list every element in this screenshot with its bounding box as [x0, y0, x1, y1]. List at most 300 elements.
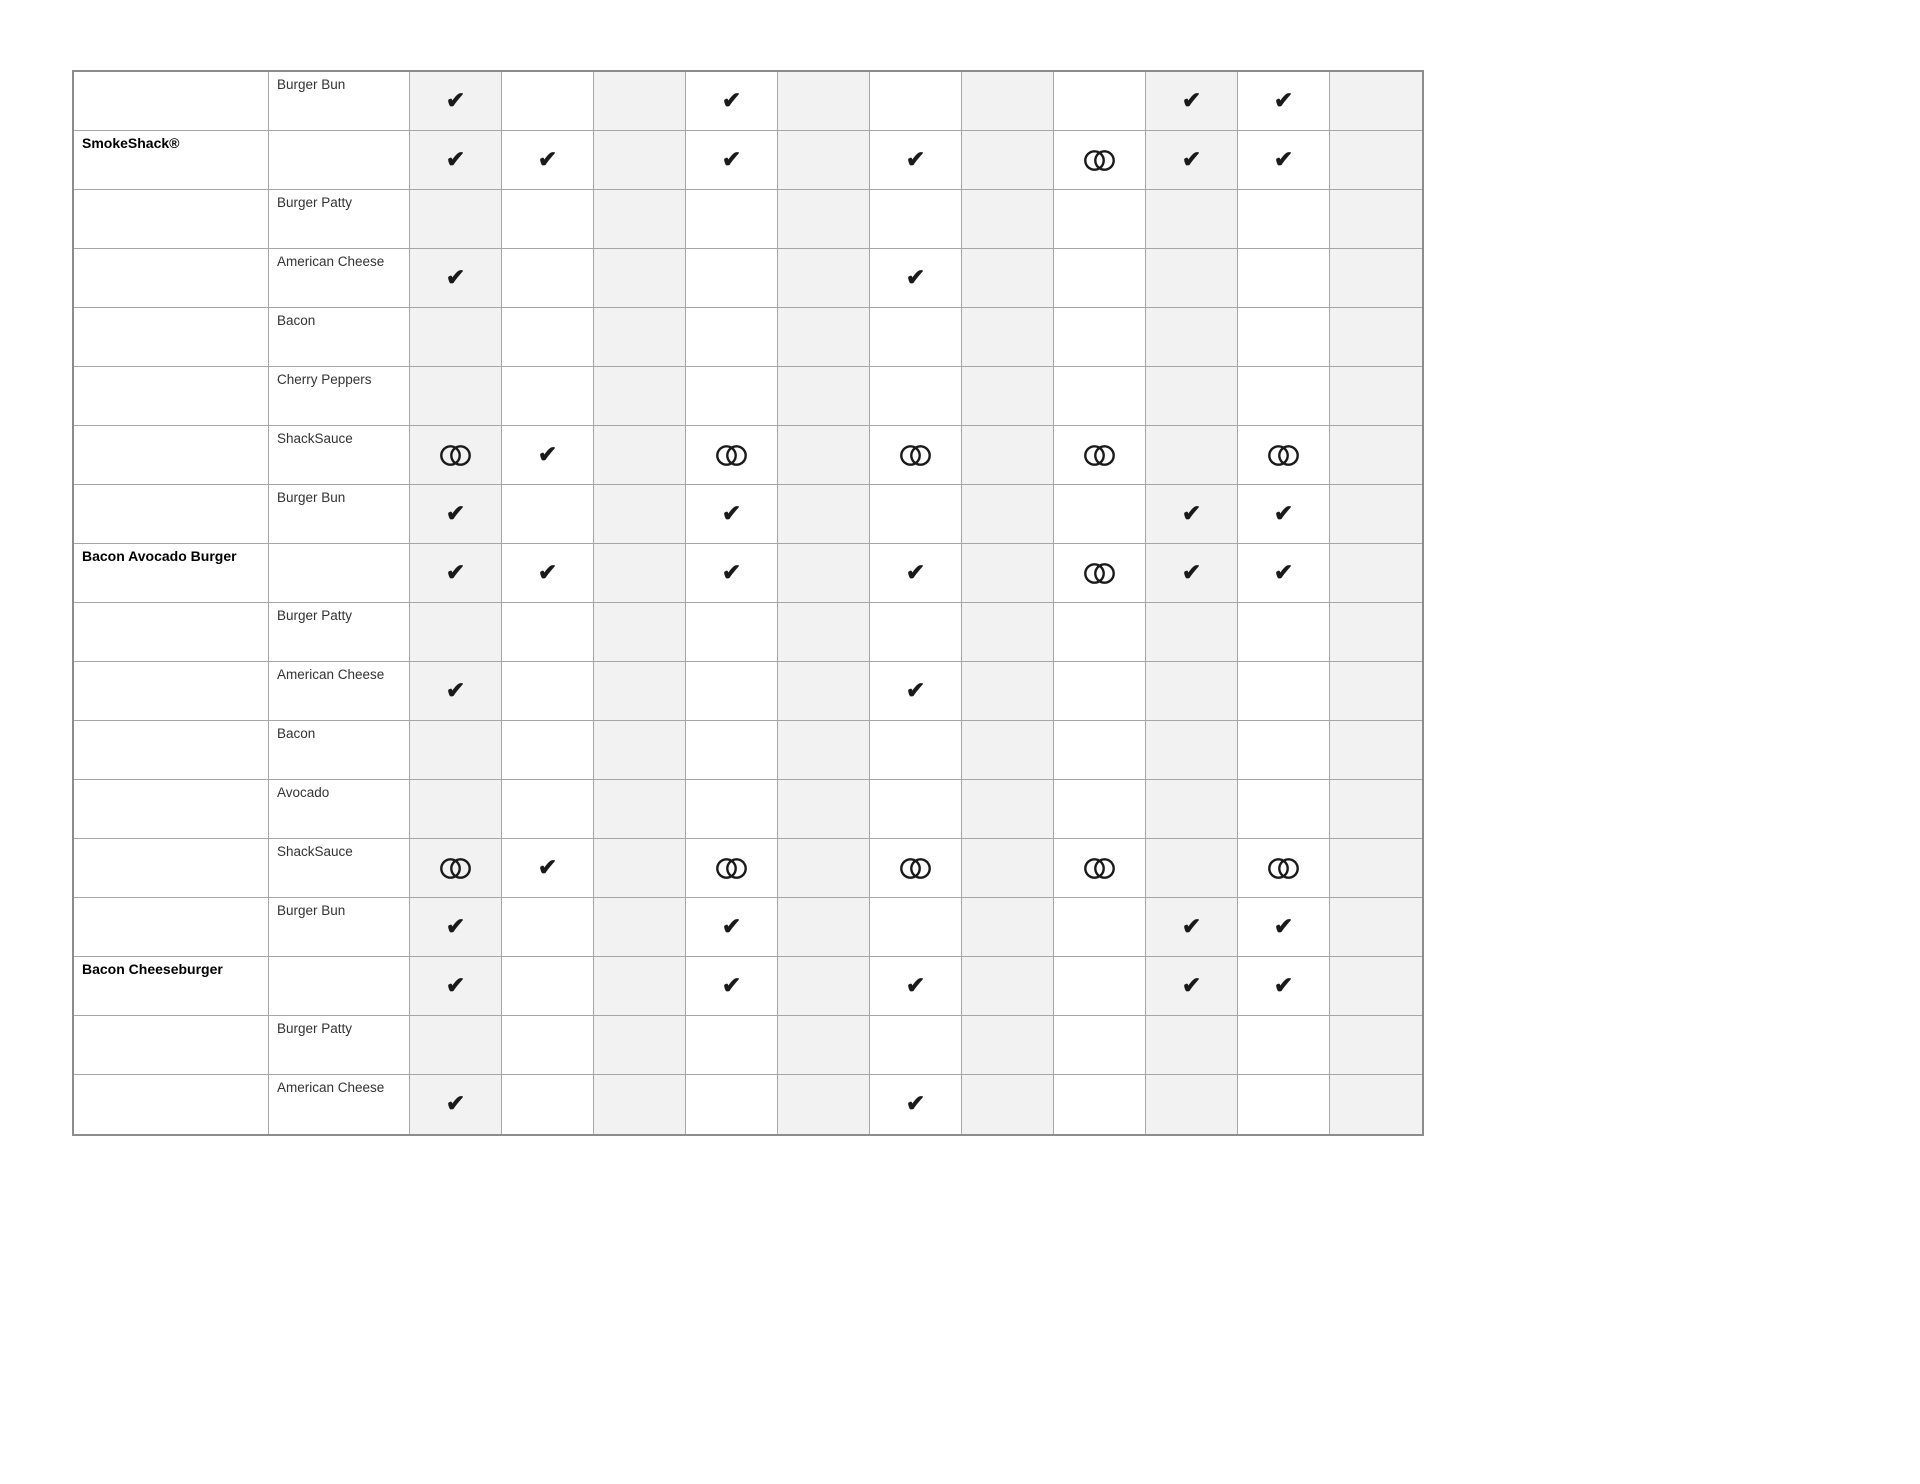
table-row — [74, 780, 1422, 839]
allergen-mark-cell — [502, 308, 594, 367]
allergen-mark-cell — [962, 190, 1054, 249]
allergen-mark-cell — [778, 898, 870, 957]
check-icon: ✔ — [1273, 86, 1294, 113]
check-icon: ✔ — [905, 558, 926, 585]
allergen-mark-cell — [686, 957, 778, 1016]
allergen-mark-cell — [778, 603, 870, 662]
allergen-mark-cell — [1330, 780, 1422, 839]
check-icon: ✔ — [721, 499, 742, 526]
menu-item-cell — [74, 485, 269, 544]
menu-item-cell — [74, 721, 269, 780]
allergen-mark-cell — [962, 544, 1054, 603]
allergen-mark-cell — [410, 662, 502, 721]
allergen-mark-cell — [1146, 72, 1238, 131]
allergen-mark-cell — [594, 603, 686, 662]
allergen-mark-cell — [686, 839, 778, 898]
check-icon: ✔ — [905, 263, 926, 290]
table-row — [74, 544, 1422, 603]
double-circle-icon — [898, 442, 933, 469]
allergen-mark-cell — [410, 544, 502, 603]
allergen-mark-cell — [962, 898, 1054, 957]
allergen-mark-cell — [870, 544, 962, 603]
table-row — [74, 721, 1422, 780]
allergen-mark-cell — [594, 721, 686, 780]
allergen-mark-cell — [1238, 780, 1330, 839]
ingredient-name: Burger Bun — [277, 903, 346, 918]
allergen-mark-cell — [686, 249, 778, 308]
allergen-mark-cell — [870, 957, 962, 1016]
ingredient-name: American Cheese — [277, 667, 385, 682]
menu-item-cell — [74, 1075, 269, 1134]
allergen-mark-cell — [1146, 780, 1238, 839]
allergen-mark-cell — [686, 1075, 778, 1134]
allergen-mark-cell — [1054, 839, 1146, 898]
allergen-mark-cell — [410, 485, 502, 544]
allergen-mark-cell — [870, 131, 962, 190]
allergen-mark-cell — [870, 1016, 962, 1075]
check-icon: ✔ — [905, 145, 926, 172]
allergen-mark-cell — [778, 485, 870, 544]
ingredient-name: Burger Bun — [277, 77, 346, 92]
ingredient-name: American Cheese — [277, 1080, 385, 1095]
check-icon: ✔ — [721, 86, 742, 113]
check-icon: ✔ — [445, 499, 466, 526]
check-icon: ✔ — [445, 1090, 466, 1116]
allergen-mark-cell — [594, 308, 686, 367]
menu-item-cell — [74, 662, 269, 721]
double-circle-icon — [898, 855, 933, 882]
allergen-mark-cell — [870, 190, 962, 249]
allergen-mark-cell — [1054, 780, 1146, 839]
allergen-mark-cell — [410, 131, 502, 190]
allergen-table — [72, 70, 1424, 1136]
allergen-mark-cell — [1238, 957, 1330, 1016]
allergen-mark-cell — [686, 603, 778, 662]
allergen-mark-cell — [502, 544, 594, 603]
table-row — [74, 131, 1422, 190]
double-circle-icon — [714, 442, 749, 469]
table-row — [74, 603, 1422, 662]
allergen-mark-cell — [410, 308, 502, 367]
check-icon: ✔ — [445, 912, 466, 939]
allergen-mark-cell — [410, 72, 502, 131]
allergen-mark-cell — [502, 721, 594, 780]
check-icon: ✔ — [537, 440, 558, 467]
allergen-mark-cell — [502, 1016, 594, 1075]
ingredient-name: Burger Patty — [277, 608, 353, 623]
allergen-mark-cell — [410, 780, 502, 839]
allergen-mark-cell — [410, 603, 502, 662]
allergen-mark-cell — [870, 249, 962, 308]
ingredient-cell — [269, 1075, 410, 1134]
table-row — [74, 367, 1422, 426]
allergen-mark-cell — [1054, 190, 1146, 249]
allergen-mark-cell — [1054, 544, 1146, 603]
allergen-mark-cell — [1238, 72, 1330, 131]
allergen-mark-cell — [962, 249, 1054, 308]
allergen-mark-cell — [870, 1075, 962, 1134]
allergen-mark-cell — [1330, 603, 1422, 662]
allergen-mark-cell — [1054, 367, 1146, 426]
allergen-mark-cell — [1146, 662, 1238, 721]
allergen-mark-cell — [594, 367, 686, 426]
allergen-mark-cell — [686, 426, 778, 485]
allergen-mark-cell — [1054, 721, 1146, 780]
allergen-mark-cell — [594, 131, 686, 190]
ingredient-cell — [269, 426, 410, 485]
allergen-mark-cell — [1330, 1075, 1422, 1134]
allergen-mark-cell — [410, 426, 502, 485]
allergen-mark-cell — [778, 367, 870, 426]
ingredient-cell — [269, 662, 410, 721]
allergen-mark-cell — [594, 1075, 686, 1134]
double-circle-icon — [438, 855, 473, 882]
ingredient-cell — [269, 898, 410, 957]
allergen-mark-cell — [870, 780, 962, 839]
allergen-mark-cell — [870, 72, 962, 131]
allergen-mark-cell — [778, 662, 870, 721]
double-circle-icon — [1082, 442, 1117, 469]
ingredient-cell — [269, 367, 410, 426]
menu-item-cell — [74, 249, 269, 308]
allergen-mark-cell — [1330, 721, 1422, 780]
allergen-mark-cell — [502, 367, 594, 426]
allergen-mark-cell — [1238, 1075, 1330, 1134]
ingredient-name: Burger Patty — [277, 195, 353, 210]
allergen-mark-cell — [1146, 249, 1238, 308]
allergen-mark-cell — [962, 721, 1054, 780]
check-icon: ✔ — [1181, 145, 1202, 172]
allergen-mark-cell — [1238, 190, 1330, 249]
allergen-mark-cell — [1146, 367, 1238, 426]
menu-item-cell — [74, 367, 269, 426]
allergen-mark-cell — [594, 662, 686, 721]
allergen-mark-cell — [1238, 308, 1330, 367]
allergen-mark-cell — [502, 780, 594, 839]
allergen-mark-cell — [410, 1016, 502, 1075]
allergen-mark-cell — [686, 898, 778, 957]
check-icon: ✔ — [721, 558, 742, 585]
allergen-mark-cell — [594, 426, 686, 485]
check-icon: ✔ — [445, 558, 466, 585]
double-circle-icon — [1082, 560, 1117, 587]
allergen-mark-cell — [1238, 426, 1330, 485]
allergen-mark-cell — [778, 839, 870, 898]
allergen-mark-cell — [410, 190, 502, 249]
double-circle-icon — [714, 855, 749, 882]
allergen-mark-cell — [1054, 308, 1146, 367]
menu-item-cell — [74, 780, 269, 839]
menu-item-name: Bacon Avocado Burger — [82, 548, 237, 564]
allergen-mark-cell — [962, 308, 1054, 367]
allergen-mark-cell — [410, 898, 502, 957]
allergen-mark-cell — [594, 839, 686, 898]
check-icon: ✔ — [1273, 912, 1294, 939]
allergen-mark-cell — [1238, 603, 1330, 662]
allergen-mark-cell — [686, 367, 778, 426]
allergen-mark-cell — [1330, 1016, 1422, 1075]
menu-item-cell — [74, 190, 269, 249]
double-circle-icon — [1082, 147, 1117, 174]
allergen-mark-cell — [1146, 544, 1238, 603]
check-icon: ✔ — [1181, 499, 1202, 526]
double-circle-icon — [1266, 442, 1301, 469]
check-icon: ✔ — [905, 1090, 926, 1116]
allergen-mark-cell — [686, 721, 778, 780]
allergen-mark-cell — [686, 131, 778, 190]
table-row — [74, 426, 1422, 485]
check-icon: ✔ — [445, 145, 466, 172]
menu-item-cell — [74, 72, 269, 131]
allergen-mark-cell — [870, 839, 962, 898]
table-row — [74, 308, 1422, 367]
allergen-mark-cell — [1146, 603, 1238, 662]
table-row — [74, 1075, 1422, 1134]
check-icon: ✔ — [537, 145, 558, 172]
table-row — [74, 662, 1422, 721]
ingredient-cell — [269, 603, 410, 662]
allergen-mark-cell — [870, 662, 962, 721]
double-circle-icon — [1266, 855, 1301, 882]
check-icon: ✔ — [721, 912, 742, 939]
allergen-mark-cell — [778, 308, 870, 367]
ingredient-name: Burger Patty — [277, 1021, 353, 1036]
allergen-mark-cell — [1054, 131, 1146, 190]
allergen-mark-cell — [962, 839, 1054, 898]
check-icon: ✔ — [1273, 558, 1294, 585]
menu-item-cell — [74, 898, 269, 957]
allergen-mark-cell — [962, 1016, 1054, 1075]
allergen-mark-cell — [502, 249, 594, 308]
menu-item-cell — [74, 603, 269, 662]
allergen-mark-cell — [1146, 131, 1238, 190]
allergen-mark-cell — [1238, 839, 1330, 898]
allergen-mark-cell — [962, 603, 1054, 662]
allergen-mark-cell — [1238, 544, 1330, 603]
check-icon: ✔ — [1273, 499, 1294, 526]
table-row — [74, 485, 1422, 544]
allergen-mark-cell — [962, 72, 1054, 131]
ingredient-cell — [269, 780, 410, 839]
table-row — [74, 1016, 1422, 1075]
allergen-mark-cell — [870, 367, 962, 426]
allergen-mark-cell — [502, 839, 594, 898]
allergen-mark-cell — [410, 957, 502, 1016]
allergen-mark-cell — [502, 603, 594, 662]
allergen-mark-cell — [686, 308, 778, 367]
allergen-mark-cell — [502, 898, 594, 957]
allergen-mark-cell — [778, 1016, 870, 1075]
allergen-mark-cell — [1330, 839, 1422, 898]
check-icon: ✔ — [1273, 145, 1294, 172]
allergen-mark-cell — [502, 1075, 594, 1134]
ingredient-name: ShackSauce — [277, 431, 353, 446]
allergen-mark-cell — [1330, 544, 1422, 603]
allergen-mark-cell — [1054, 72, 1146, 131]
allergen-mark-cell — [962, 780, 1054, 839]
allergen-mark-cell — [502, 72, 594, 131]
allergen-mark-cell — [1054, 662, 1146, 721]
allergen-mark-cell — [1054, 603, 1146, 662]
check-icon: ✔ — [445, 971, 466, 998]
allergen-mark-cell — [686, 485, 778, 544]
double-circle-icon — [1082, 855, 1117, 882]
allergen-mark-cell — [870, 721, 962, 780]
allergen-mark-cell — [594, 190, 686, 249]
double-circle-icon — [438, 442, 473, 469]
ingredient-cell — [269, 308, 410, 367]
allergen-mark-cell — [778, 426, 870, 485]
allergen-mark-cell — [870, 485, 962, 544]
allergen-mark-cell — [686, 662, 778, 721]
allergen-mark-cell — [870, 426, 962, 485]
allergen-mark-cell — [1238, 662, 1330, 721]
allergen-mark-cell — [594, 780, 686, 839]
allergen-mark-cell — [778, 72, 870, 131]
menu-item-cell — [74, 131, 269, 190]
menu-item-cell — [74, 426, 269, 485]
allergen-mark-cell — [778, 249, 870, 308]
ingredient-name: Burger Bun — [277, 490, 346, 505]
allergen-mark-cell — [410, 367, 502, 426]
allergen-mark-cell — [1146, 485, 1238, 544]
check-icon: ✔ — [445, 86, 466, 113]
ingredient-cell — [269, 131, 410, 190]
ingredient-cell — [269, 721, 410, 780]
allergen-mark-cell — [1054, 249, 1146, 308]
table-row — [74, 839, 1422, 898]
allergen-mark-cell — [1054, 426, 1146, 485]
allergen-mark-cell — [1238, 485, 1330, 544]
allergen-mark-cell — [1146, 426, 1238, 485]
allergen-mark-cell — [1330, 131, 1422, 190]
allergen-mark-cell — [778, 1075, 870, 1134]
allergen-mark-cell — [1146, 1075, 1238, 1134]
check-icon: ✔ — [1181, 558, 1202, 585]
allergen-mark-cell — [502, 190, 594, 249]
allergen-mark-cell — [1330, 485, 1422, 544]
allergen-mark-cell — [1146, 839, 1238, 898]
allergen-mark-cell — [594, 957, 686, 1016]
allergen-mark-cell — [686, 1016, 778, 1075]
table-row — [74, 190, 1422, 249]
check-icon: ✔ — [905, 971, 926, 998]
allergen-mark-cell — [594, 1016, 686, 1075]
allergen-mark-cell — [1146, 721, 1238, 780]
table-row — [74, 72, 1422, 131]
allergen-mark-cell — [1146, 190, 1238, 249]
ingredient-name: ShackSauce — [277, 844, 353, 859]
allergen-mark-cell — [962, 662, 1054, 721]
ingredient-cell — [269, 72, 410, 131]
allergen-mark-cell — [1330, 957, 1422, 1016]
allergen-mark-cell — [594, 898, 686, 957]
check-icon: ✔ — [721, 971, 742, 998]
ingredient-name: Avocado — [277, 785, 330, 800]
ingredient-name: Cherry Peppers — [277, 372, 372, 387]
allergen-mark-cell — [1146, 308, 1238, 367]
ingredient-cell — [269, 839, 410, 898]
allergen-mark-cell — [962, 485, 1054, 544]
allergen-mark-cell — [870, 603, 962, 662]
allergen-mark-cell — [594, 249, 686, 308]
allergen-mark-cell — [1146, 957, 1238, 1016]
allergen-mark-cell — [1330, 662, 1422, 721]
allergen-mark-cell — [502, 131, 594, 190]
allergen-mark-cell — [1238, 131, 1330, 190]
allergen-mark-cell — [962, 131, 1054, 190]
allergen-mark-cell — [1054, 1016, 1146, 1075]
allergen-mark-cell — [1054, 485, 1146, 544]
ingredient-name: Bacon — [277, 726, 316, 741]
allergen-mark-cell — [778, 780, 870, 839]
allergen-mark-cell — [410, 1075, 502, 1134]
check-icon: ✔ — [537, 853, 558, 880]
allergen-mark-cell — [1146, 898, 1238, 957]
allergen-mark-cell — [962, 426, 1054, 485]
menu-item-cell — [74, 1016, 269, 1075]
ingredient-name: American Cheese — [277, 254, 385, 269]
allergen-mark-cell — [686, 72, 778, 131]
allergen-mark-cell — [870, 898, 962, 957]
allergen-mark-cell — [410, 839, 502, 898]
allergen-mark-cell — [1054, 898, 1146, 957]
check-icon: ✔ — [1273, 971, 1294, 998]
allergen-mark-cell — [410, 249, 502, 308]
ingredient-cell — [269, 1016, 410, 1075]
allergen-mark-cell — [1238, 721, 1330, 780]
allergen-mark-cell — [502, 957, 594, 1016]
allergen-mark-cell — [686, 544, 778, 603]
check-icon: ✔ — [537, 558, 558, 585]
menu-item-name: SmokeShack® — [82, 135, 180, 151]
allergen-mark-cell — [502, 662, 594, 721]
menu-item-cell — [74, 957, 269, 1016]
allergen-mark-cell — [778, 131, 870, 190]
table-row — [74, 957, 1422, 1016]
allergen-mark-cell — [962, 957, 1054, 1016]
table-row — [74, 898, 1422, 957]
menu-item-cell — [74, 839, 269, 898]
menu-item-name: Bacon Cheeseburger — [82, 961, 223, 977]
allergen-mark-cell — [962, 367, 1054, 426]
menu-item-cell — [74, 544, 269, 603]
ingredient-cell — [269, 957, 410, 1016]
allergen-mark-cell — [1238, 898, 1330, 957]
allergen-mark-cell — [1054, 957, 1146, 1016]
check-icon: ✔ — [721, 145, 742, 172]
allergen-mark-cell — [1330, 367, 1422, 426]
ingredient-cell — [269, 190, 410, 249]
allergen-mark-cell — [1330, 308, 1422, 367]
ingredient-cell — [269, 485, 410, 544]
check-icon: ✔ — [445, 263, 466, 290]
allergen-mark-cell — [870, 308, 962, 367]
allergen-mark-cell — [1238, 249, 1330, 308]
check-icon: ✔ — [1181, 912, 1202, 939]
allergen-mark-cell — [594, 544, 686, 603]
allergen-mark-cell — [594, 485, 686, 544]
allergen-mark-cell — [1238, 367, 1330, 426]
check-icon: ✔ — [905, 676, 926, 703]
allergen-mark-cell — [778, 190, 870, 249]
allergen-mark-cell — [502, 426, 594, 485]
allergen-mark-cell — [686, 780, 778, 839]
ingredient-name: Bacon — [277, 313, 316, 328]
allergen-mark-cell — [1330, 898, 1422, 957]
allergen-mark-cell — [594, 72, 686, 131]
allergen-mark-cell — [502, 485, 594, 544]
